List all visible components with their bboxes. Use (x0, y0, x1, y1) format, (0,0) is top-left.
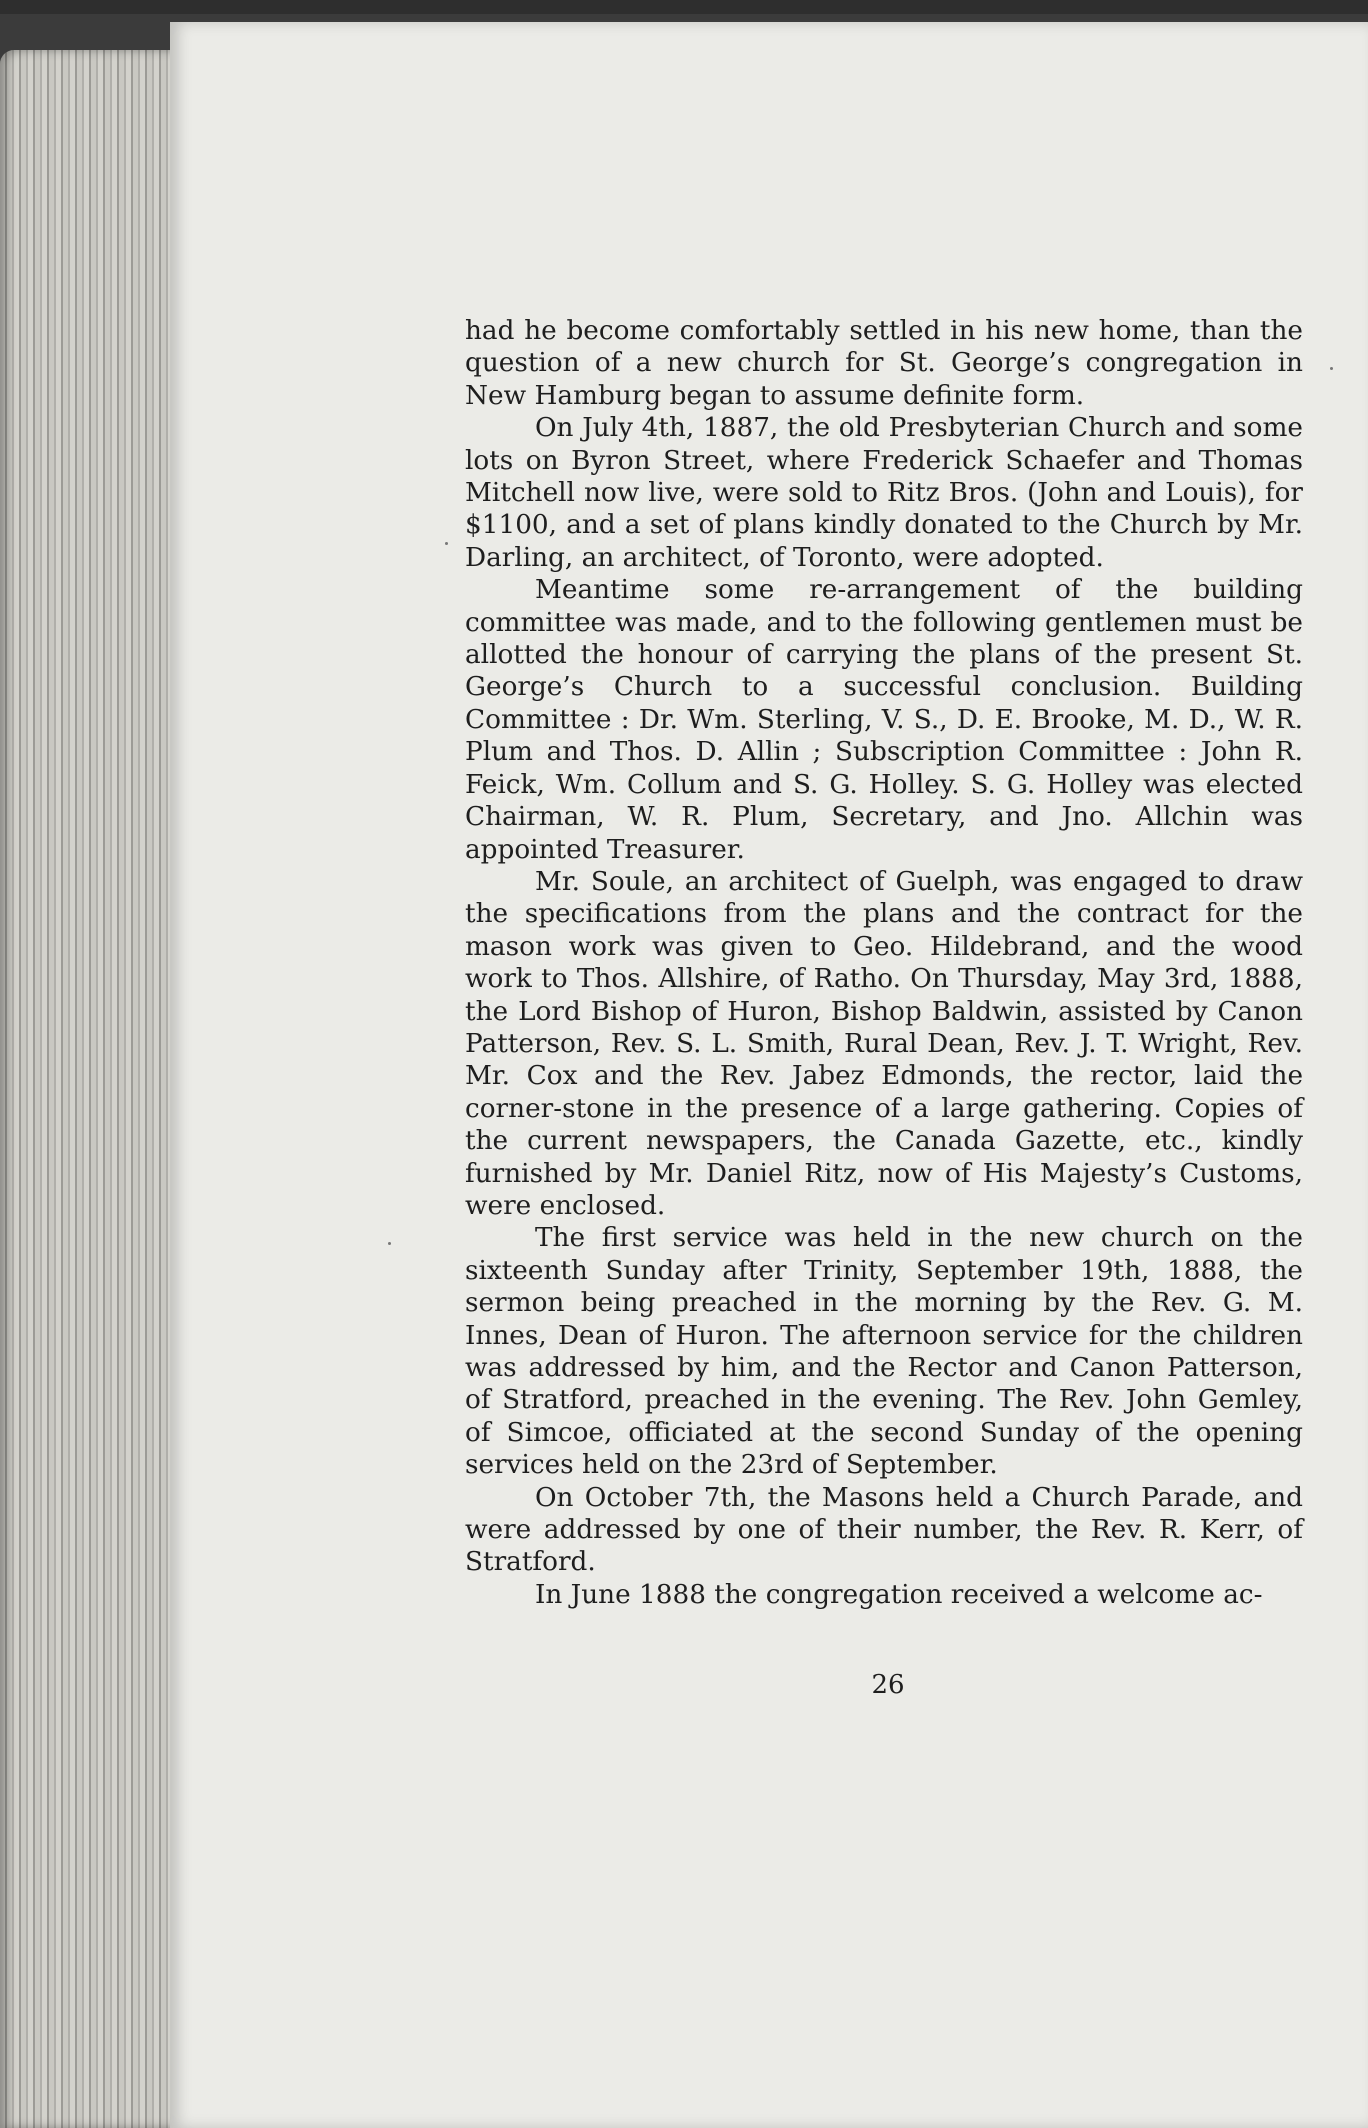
page-edges (0, 50, 183, 2128)
paragraph: had he become comfortably settled in his new home, than the question of a new church for St. George’s congregation in New Hamburg began to assume definite form. (465, 316, 1303, 411)
paper-speck (388, 1242, 391, 1245)
paragraph: Mr. Soule, an architect of Guelph, was engaged to draw the specifications from the plans and the contract for the mason work was given to Geo. Hildebrand, and the wood work to Thos. Allshire, of Ratho. On Thursday, May 3rd, 1888, the Lord Bishop of Huron, Bishop Baldwin, assisted by Canon Patterson, Rev. S. L. Smith, Rural Dean, Rev. J. T. Wright, Rev. Mr. Cox and the Rev. Jabez Edmonds, the rector, laid the corner-stone in the presence of a large gathering. Copies of the current newspapers, the Canada Gazette, etc., kindly furnished by Mr. Daniel Ritz, now of His Majesty’s Customs, were enclosed. (465, 866, 1303, 1221)
body-text (465, 315, 1303, 1611)
paragraph: In June 1888 the congregation received a welcome ac- (535, 1579, 1263, 1610)
paragraph: On July 4th, 1887, the old Presbyterian Church and some lots on Byron Street, where Frederick Schaefer and Thomas Mitchell now live, were sold to Ritz Bros. (John and Louis), for $1100, and a set of plans kindly donated to the Church by Mr. Darling, an architect, of Toronto, were adopted. (465, 413, 1303, 573)
paragraph: On October 7th, the Masons held a Church Parade, and were addressed by one of their number, the Rev. R. Kerr, of Stratford. (465, 1482, 1303, 1578)
paper-speck (445, 542, 448, 545)
page-number: 26 (871, 1670, 905, 1700)
paragraph: Meantime some re-arrangement of the building committee was made, and to the following gentlemen must be allotted the honour of carrying the plans of the present St. George’s Church to a successful conclusion. Building Committee : Dr. Wm. Sterling, V. S., D. E. Brooke, M. D., W. R. Plum and Thos. D. Allin ; Subscription Committee : John R. Feick, Wm. Collum and S. G. Holley. S. G. Holley was elected Chairman, W. R. Plum, Secretary, and Jno. Allchin was appointed Treasurer. (465, 575, 1303, 865)
book-scan (0, 10, 1368, 2128)
paragraph: The first service was held in the new church on the sixteenth Sunday after Trinity, September 19th, 1888, the sermon being preached in the morning by the Rev. G. M. Innes, Dean of Huron. The afternoon service for the children was addressed by him, and the Rector and Canon Patterson, of Stratford, preached in the evening. The Rev. John Gemley, of Simcoe, officiated at the second Sunday of the opening services held on the 23rd of September. (465, 1223, 1303, 1481)
paper-speck (1330, 367, 1333, 370)
